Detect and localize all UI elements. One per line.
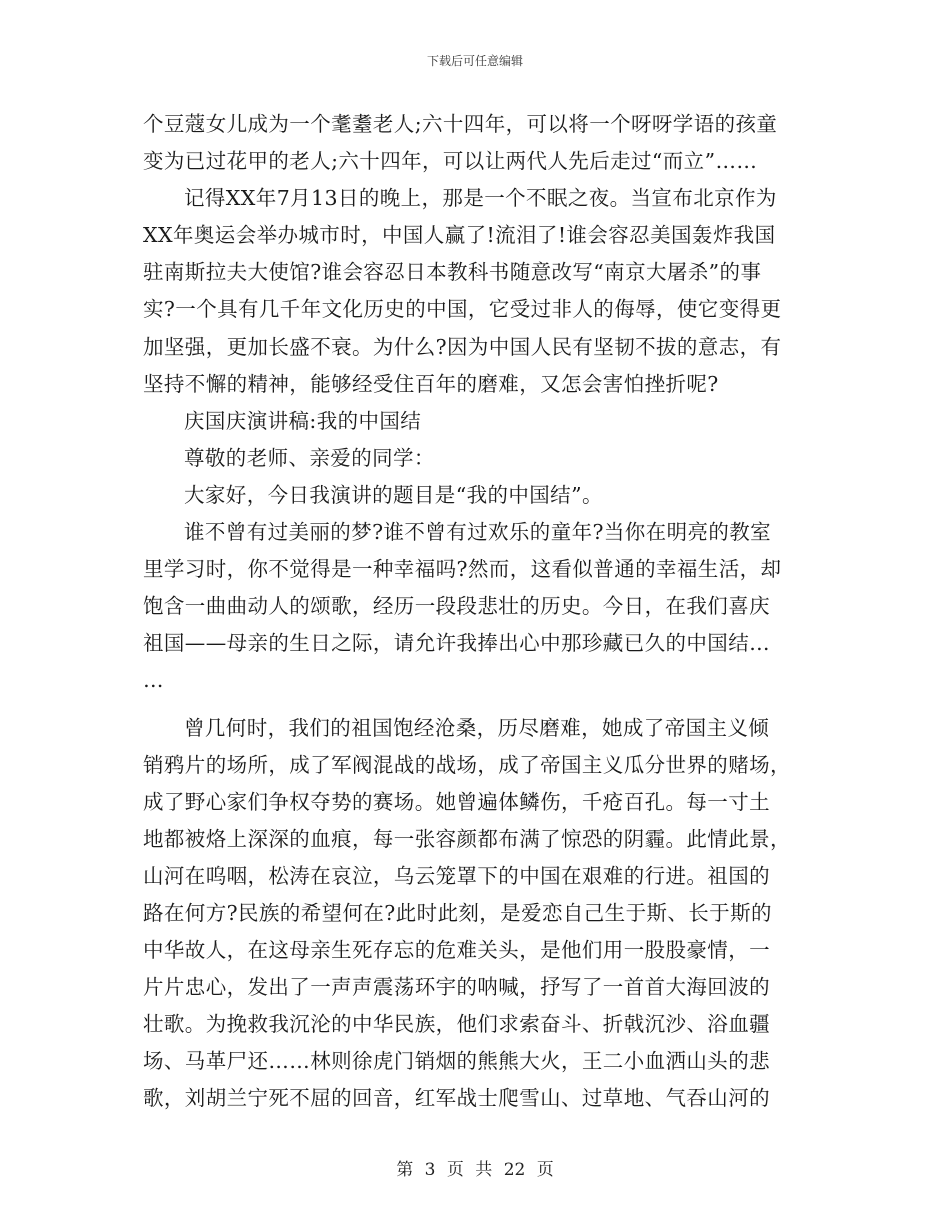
text-line: 歌，刘胡兰宁死不屈的回音，红军战士爬雪山、过草地、气吞山河的 (143, 1086, 770, 1111)
text-line: 山河在呜咽，松涛在哀泣，乌云笼罩下的中国在艰难的行进。祖国的 (143, 863, 770, 888)
footer-page-word: 页 (446, 1160, 464, 1180)
footer-suffix: 页 (536, 1160, 554, 1180)
text-line: 实?一个具有几千年文化历史的中国，它受过非人的侮辱，使它变得更 (143, 297, 782, 322)
footer-total-word: 共 (475, 1160, 493, 1180)
text-line: 场、马革尸还……林则徐虎门销烟的熊熊大火，王二小血洒山头的悲 (143, 1049, 770, 1074)
document-body (143, 106, 811, 1118)
text-line: 地都被烙上深深的血痕，每一张容颜都布满了惊恐的阴霾。此情此景， (143, 826, 791, 851)
text-line: 加坚强，更加长盛不衰。为什么?因为中国人民有坚韧不拔的意志，有 (143, 334, 782, 359)
speech-title: 庆国庆演讲稿:我的中国结 (184, 408, 422, 433)
text-line: 记得XX年7月13日的晚上，那是一个不眠之夜。当宣布北京作为 (184, 186, 777, 211)
text-line: 壮歌。为挽救我沉沦的中华民族，他们求索奋斗、折戟沉沙、浴血疆 (143, 1012, 770, 1037)
text-line: 曾几何时，我们的祖国饱经沧桑，历尽磨难，她成了帝国主义倾 (184, 715, 770, 740)
text-line: 成了野心家们争权夺势的赛场。她曾遍体鳞伤，千疮百孔。每一寸土 (143, 789, 770, 814)
text-line: … (143, 668, 164, 693)
text-line: 驻南斯拉夫大使馆?谁会容忍日本教科书随意改写“南京大屠杀”的事 (143, 260, 762, 285)
footer-prefix: 第 (396, 1160, 414, 1180)
text-line: 变为已过花甲的老人;六十四年，可以让两代人先后走过“而立”…… (143, 149, 758, 174)
text-line: 祖国——母亲的生日之际，请允许我捧出心中那珍藏已久的中国结… (143, 631, 770, 656)
text-line: 谁不曾有过美丽的梦?谁不曾有过欢乐的童年?当你在明亮的教室 (184, 520, 772, 545)
text-line: 坚持不懈的精神，能够经受住百年的磨难，又怎会害怕挫折呢? (143, 371, 719, 396)
text-line: 大家好，今日我演讲的题目是“我的中国结”。 (184, 482, 603, 507)
text-line: 销鸦片的场所，成了军阀混战的战场，成了帝国主义瓜分世界的赌场， (143, 752, 791, 777)
current-page-number: 3 (424, 1160, 436, 1180)
text-line: 饱含一曲曲动人的颂歌，经历一段段悲壮的历史。今日，在我们喜庆 (143, 594, 770, 619)
total-pages-number: 22 (503, 1160, 526, 1180)
text-line: 中华故人，在这母亲生死存忘的危难关头，是他们用一股股豪情，一 (143, 938, 770, 963)
text-line: XX年奥运会举办城市时，中国人赢了!流泪了!谁会容忍美国轰炸我国 (143, 223, 776, 248)
text-line: 路在何方?民族的希望何在?此时此刻，是爱恋自己生于斯、长于斯的 (143, 900, 772, 925)
text-line: 里学习时，你不觉得是一种幸福吗?然而，这看似普通的幸福生活，却 (143, 557, 782, 582)
salutation: 尊敬的老师、亲爱的同学： (184, 445, 435, 470)
text-line: 个豆蔻女儿成为一个耄耋老人;六十四年，可以将一个呀呀学语的孩童 (143, 112, 778, 136)
text-line: 片片忠心，发出了一声声震荡环宇的呐喊，抒写了一首首大海回波的 (143, 975, 770, 1000)
page-footer (0, 1155, 950, 1180)
page-header: 下载后可任意编辑 (426, 54, 523, 68)
